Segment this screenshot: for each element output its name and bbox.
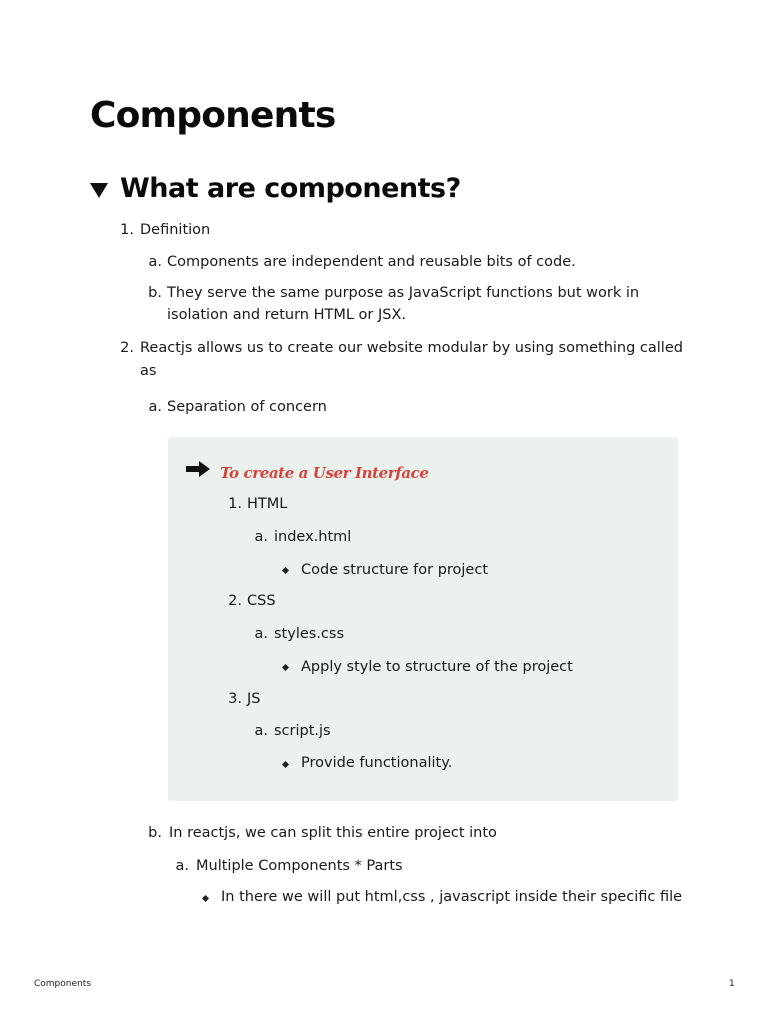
list-marker: 2. xyxy=(228,593,242,609)
list-item-text: Components are independent and reusable bits of code. xyxy=(167,254,576,270)
list-marker: 1. xyxy=(120,222,134,238)
toggle-heading[interactable] xyxy=(90,170,461,208)
toggle-heading-text: What are components? xyxy=(120,173,461,204)
list-marker: 1. xyxy=(228,496,242,512)
callout-box xyxy=(168,437,678,801)
list-marker: a. xyxy=(148,254,162,270)
list-item-text: styles.css xyxy=(274,626,345,642)
list-marker: a. xyxy=(148,399,162,415)
list-marker: a. xyxy=(254,626,268,642)
page-number: 1 xyxy=(729,979,735,989)
list-item-text: They serve the same purpose as JavaScript functions but work in xyxy=(167,285,640,301)
list-marker: b. xyxy=(148,825,162,841)
list-item-text: Definition xyxy=(140,222,211,238)
list-marker: a. xyxy=(254,529,268,545)
list-item-text: Separation of concern xyxy=(167,399,327,415)
bullet-text: Apply style to structure of the project xyxy=(301,659,573,675)
list-item-text: index.html xyxy=(274,529,352,545)
list-item-continuation: as xyxy=(140,363,157,379)
toggle-triangle-icon[interactable] xyxy=(90,183,108,198)
list-marker: 3. xyxy=(228,691,242,707)
list-marker: 2. xyxy=(120,340,134,356)
list-item-text: Multiple Components * Parts xyxy=(196,858,403,874)
page-title: Components xyxy=(90,95,336,136)
list-item-continuation: isolation and return HTML or JSX. xyxy=(167,307,407,323)
right-arrow-icon xyxy=(186,461,210,477)
list-item-text: Reactjs allows us to create our website modular by using something called xyxy=(140,340,683,356)
list-item-text: HTML xyxy=(247,496,288,512)
list-marker: b. xyxy=(148,285,162,301)
list-marker: a. xyxy=(254,723,268,739)
list-item-text: CSS xyxy=(247,593,276,609)
footer-title: Components xyxy=(34,979,91,989)
list-item-text: script.js xyxy=(274,723,331,739)
bullet-text: In there we will put html,css , javascript inside their specific file xyxy=(221,889,683,905)
bullet-icon xyxy=(202,895,209,902)
bullet-text: Code structure for project xyxy=(301,562,489,578)
list-marker: a. xyxy=(175,858,189,874)
list-item-text: JS xyxy=(247,691,261,707)
list-item-text: In reactjs, we can split this entire project into xyxy=(169,825,497,841)
callout-title: To create a User Interface xyxy=(220,464,429,482)
bullet-text: Provide functionality. xyxy=(301,755,453,771)
